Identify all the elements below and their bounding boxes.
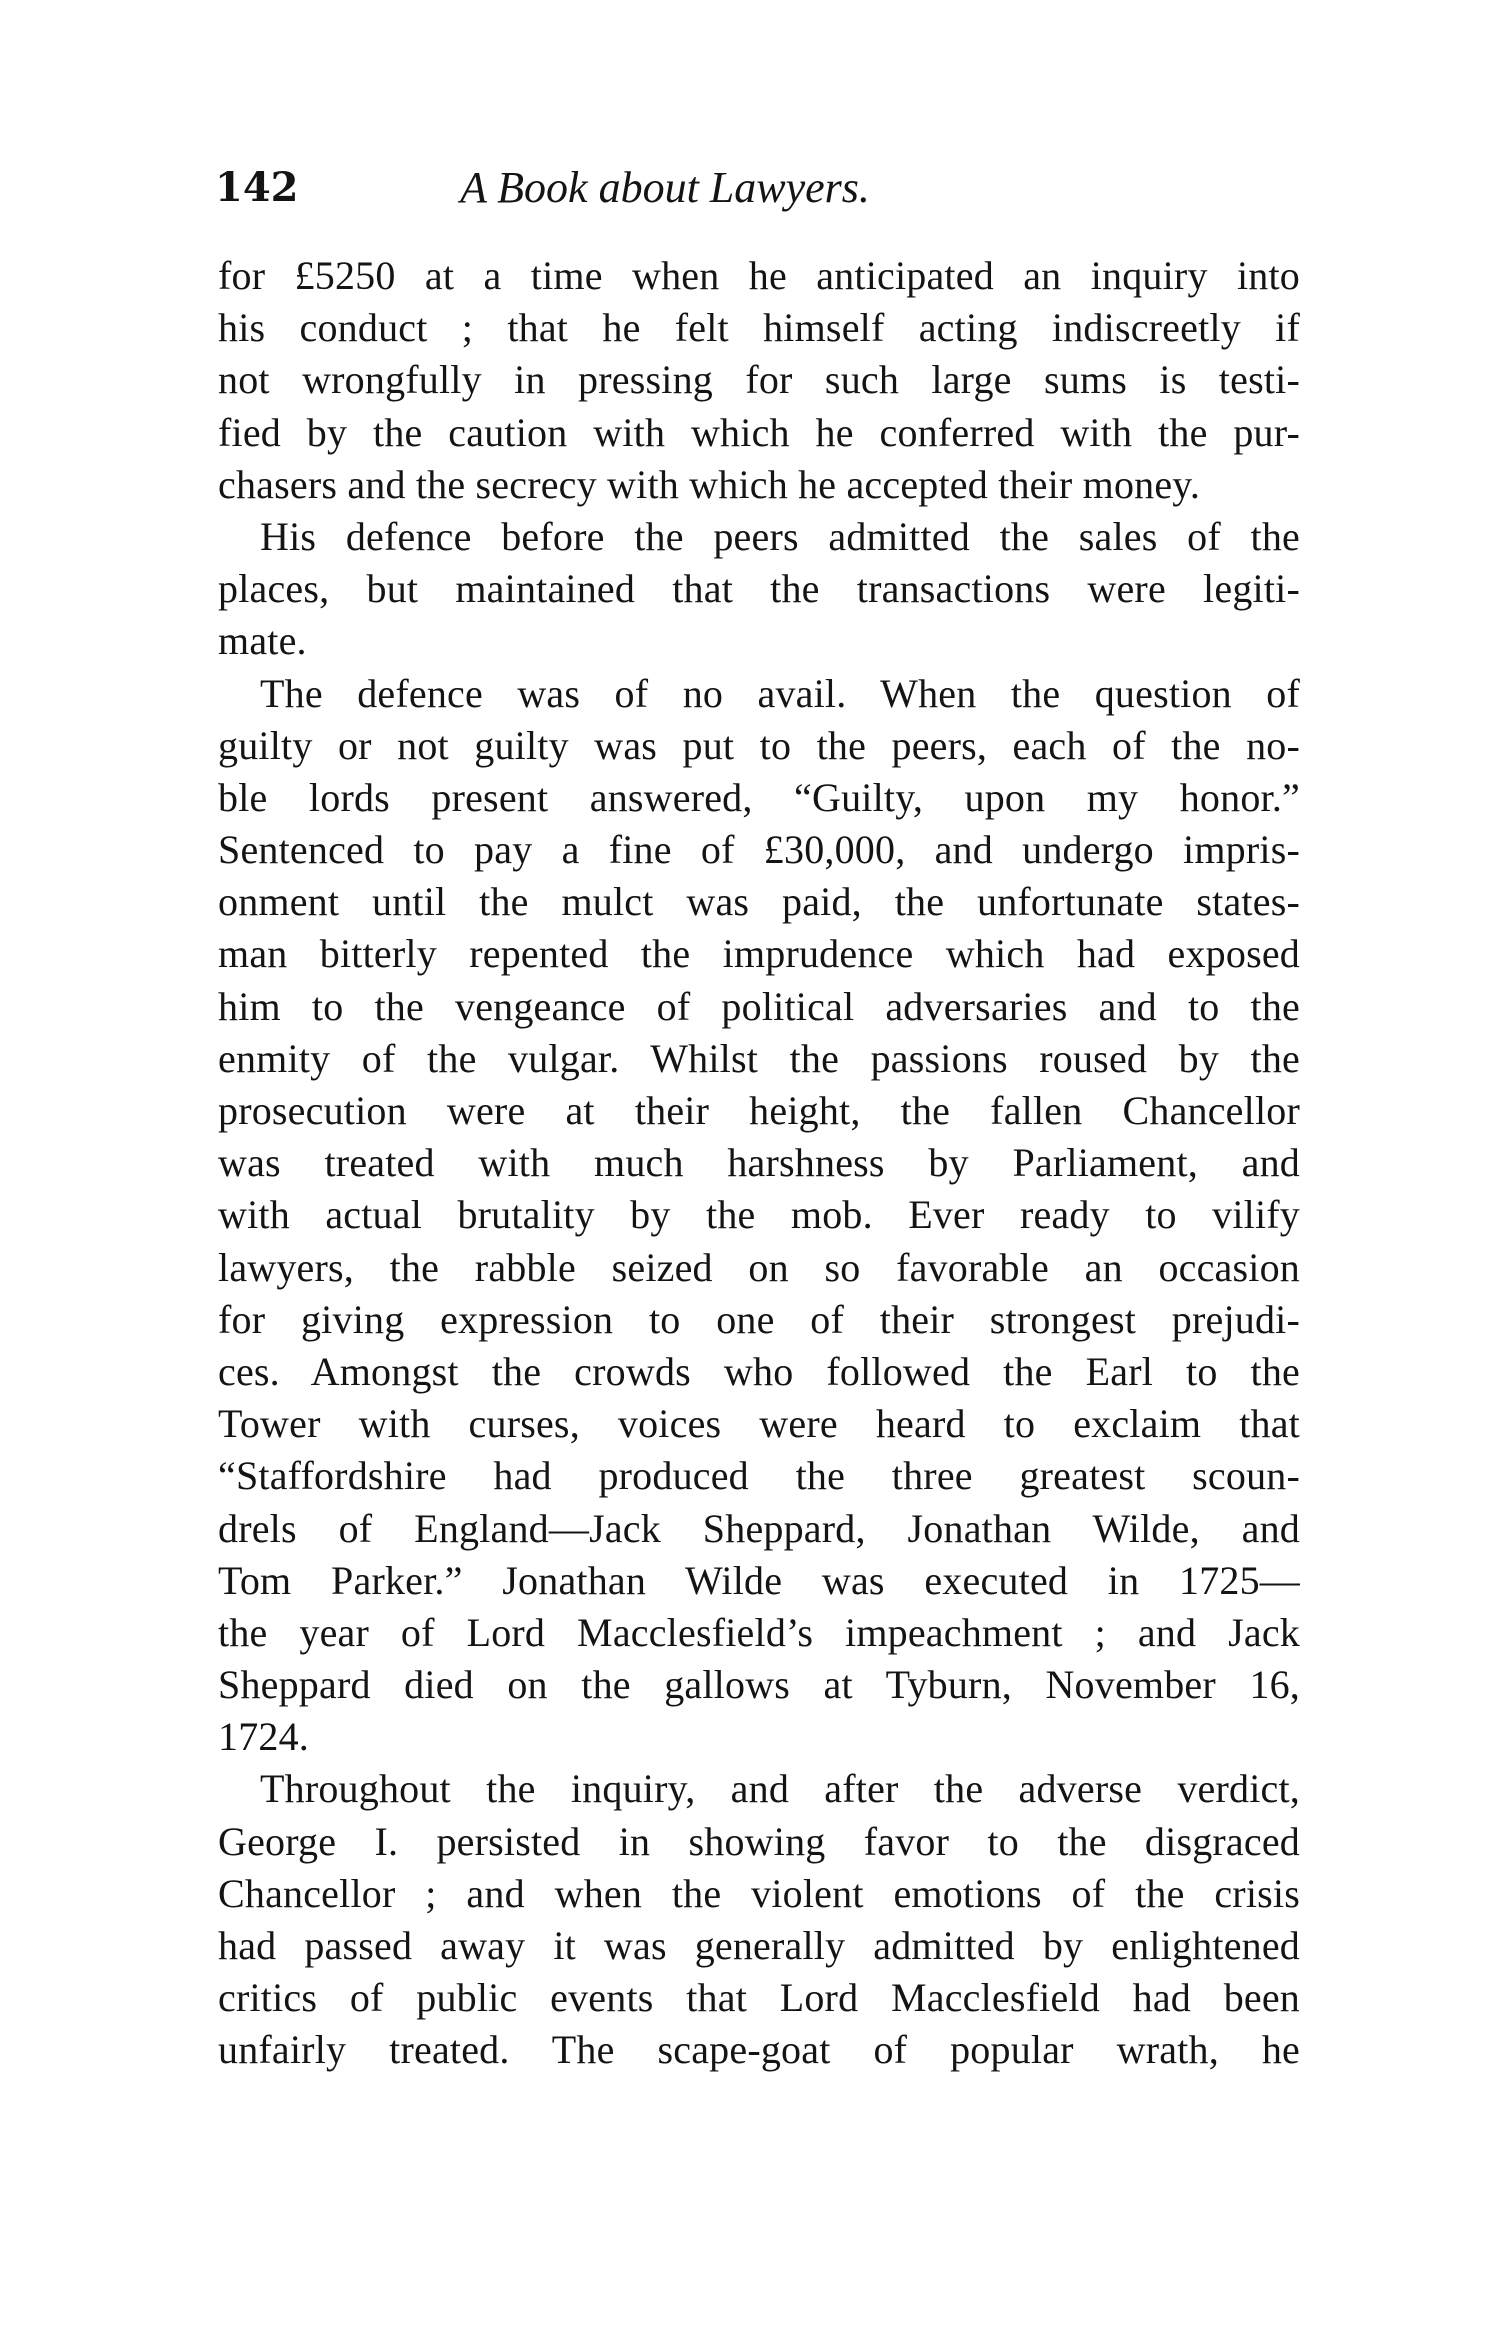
page-number: 142 xyxy=(215,164,299,211)
text-line: the year of Lord Macclesfield’s impeachment ; and Jack xyxy=(218,1609,1300,1655)
text-line: fied by the caution with which he conferred with the pur- xyxy=(218,409,1300,455)
text-line: enmity of the vulgar. Whilst the passions roused by the xyxy=(218,1035,1300,1081)
text-line: for giving expression to one of their strongest prejudi- xyxy=(218,1296,1300,1342)
body-text xyxy=(218,250,1300,2077)
text-line: drels of England—Jack Sheppard, Jonathan Wilde, and xyxy=(218,1505,1300,1551)
text-line: not wrongfully in pressing for such large sums is testi- xyxy=(218,357,1300,403)
running-title: A Book about Lawyers. xyxy=(460,163,870,212)
text-line: his conduct ; that he felt himself acting indiscreetly if xyxy=(218,305,1300,351)
text-line: onment until the mulct was paid, the unfortunate states- xyxy=(218,879,1300,925)
text-line: chasers and the secrecy with which he accepted their money. xyxy=(218,461,1201,507)
text-line: Sentenced to pay a fine of £30,000, and undergo impris- xyxy=(218,827,1300,873)
text-line: ces. Amongst the crowds who followed the Earl to the xyxy=(218,1348,1300,1394)
text-line: with actual brutality by the mob. Ever ready to vilify xyxy=(218,1192,1300,1238)
text-line: Throughout the inquiry, and after the adverse verdict, xyxy=(260,1766,1300,1812)
text-line: “Staffordshire had produced the three greatest scoun- xyxy=(218,1453,1300,1499)
text-line: Sheppard died on the gallows at Tyburn, November 16, xyxy=(218,1662,1300,1708)
text-line: Tom Parker.” Jonathan Wilde was executed in 1725— xyxy=(218,1557,1300,1603)
text-line: was treated with much harshness by Parliament, and xyxy=(218,1140,1300,1186)
text-line: mate. xyxy=(218,618,307,664)
text-line: 1724. xyxy=(218,1714,309,1760)
text-line: prosecution were at their height, the fallen Chancellor xyxy=(218,1088,1300,1133)
text-line: unfairly treated. The scape-goat of popular wrath, he xyxy=(218,2027,1300,2073)
text-line: His defence before the peers admitted the sales of the xyxy=(260,513,1300,559)
text-line: The defence was of no avail. When the question of xyxy=(260,670,1300,716)
text-line: Tower with curses, voices were heard to exclaim that xyxy=(218,1401,1300,1447)
text-line: him to the vengeance of political adversaries and to the xyxy=(218,983,1300,1029)
text-line: man bitterly repented the imprudence which had exposed xyxy=(218,931,1300,977)
text-line: critics of public events that Lord Macclesfield had been xyxy=(218,1975,1300,2021)
text-line: guilty or not guilty was put to the peers, each of the no- xyxy=(218,722,1300,768)
text-line: ble lords present answered, “Guilty, upon my honor.” xyxy=(218,774,1300,820)
text-line: lawyers, the rabble seized on so favorable an occasion xyxy=(218,1244,1300,1290)
text-line: Chancellor ; and when the violent emotions of the crisis xyxy=(218,1870,1300,1916)
text-line: George I. persisted in showing favor to the disgraced xyxy=(218,1818,1300,1864)
text-line: had passed away it was generally admitted by enlightened xyxy=(218,1923,1300,1968)
page-header xyxy=(215,160,1300,220)
text-line: for £5250 at a time when he anticipated an inquiry into xyxy=(218,253,1300,298)
text-line: places, but maintained that the transactions were legiti- xyxy=(218,566,1300,612)
